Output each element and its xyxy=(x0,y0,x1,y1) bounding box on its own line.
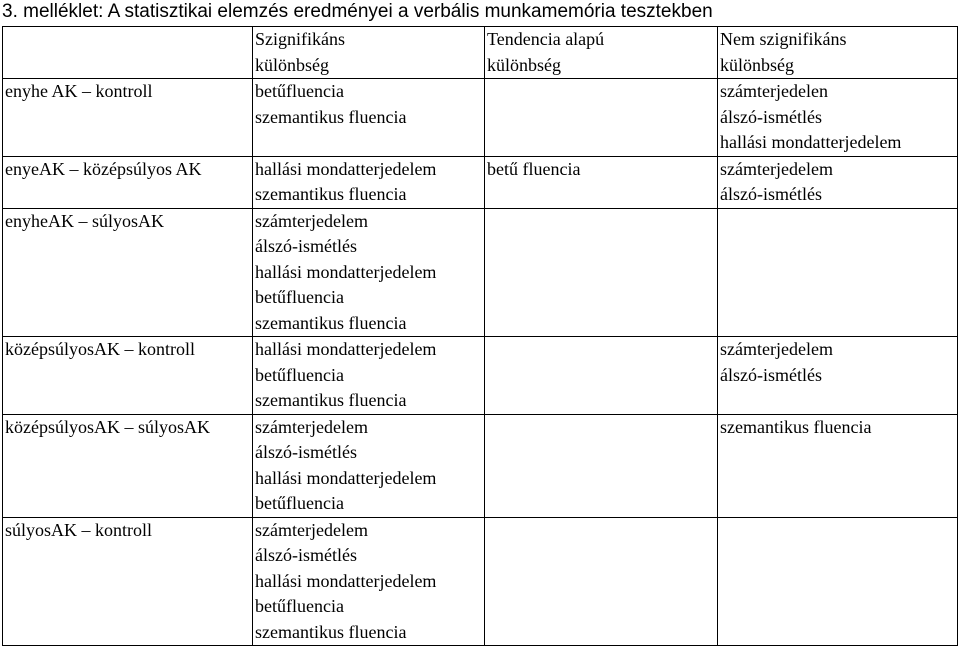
test-name: álszó-ismétlés xyxy=(255,236,357,256)
trend-cell xyxy=(485,208,718,337)
header-line: Tendencia alapú xyxy=(487,29,605,49)
significant-cell xyxy=(253,208,485,337)
header-corner-cell xyxy=(3,27,253,79)
header-line: különbség xyxy=(255,54,329,75)
test-name: hallási mondatterjedelem xyxy=(255,339,437,359)
nonsignificant-cell xyxy=(718,517,958,646)
header-line: különbség xyxy=(720,54,794,75)
comparison-pair-cell xyxy=(3,156,253,208)
header-row xyxy=(3,27,958,79)
nonsignificant-cell xyxy=(718,414,958,517)
test-name: szemantikus fluencia xyxy=(255,390,407,410)
comparison-pair-cell xyxy=(3,79,253,157)
nonsignificant-cell xyxy=(718,337,958,415)
test-name: betűfluencia xyxy=(255,81,344,101)
test-name: betű fluencia xyxy=(487,158,581,179)
test-name: hallási mondatterjedelem xyxy=(255,570,437,591)
test-name: álszó-ismétlés xyxy=(720,106,822,127)
test-name: álszó-ismétlés xyxy=(255,545,357,565)
test-name: hallási mondatterjedelem xyxy=(255,158,437,179)
trend-cell xyxy=(485,337,718,415)
test-name: betűfluencia xyxy=(255,596,344,616)
results-table-body xyxy=(3,27,958,646)
comparison-pair-label: enyhe AK – kontroll xyxy=(5,81,153,101)
comparison-pair-label: súlyosAK – kontroll xyxy=(5,519,153,540)
trend-cell xyxy=(485,414,718,517)
header-significant xyxy=(253,27,485,79)
test-name: betűfluencia xyxy=(255,364,344,385)
test-name: szemantikus fluencia xyxy=(255,621,407,642)
comparison-pair-label: középsúlyosAK – kontroll xyxy=(5,339,195,359)
test-name: álszó-ismétlés xyxy=(720,364,822,385)
significant-cell xyxy=(253,517,485,646)
test-name: szemantikus fluencia xyxy=(255,106,407,127)
comparison-pair-cell xyxy=(3,414,253,517)
nonsignificant-cell xyxy=(718,156,958,208)
test-name: álszó-ismétlés xyxy=(255,442,357,462)
trend-cell xyxy=(485,79,718,157)
test-name: betűfluencia xyxy=(255,287,344,307)
nonsignificant-cell xyxy=(718,208,958,337)
test-name: szemantikus fluencia xyxy=(255,184,407,204)
test-name: hallási mondatterjedelem xyxy=(255,467,437,488)
table-row xyxy=(3,208,958,337)
significant-cell xyxy=(253,414,485,517)
test-name: számterjedelem xyxy=(720,158,833,179)
comparison-pair-label: enyheAK – súlyosAK xyxy=(5,210,164,231)
test-name: számterjedelen xyxy=(720,81,828,101)
test-name: hallási mondatterjedelem xyxy=(255,261,437,282)
test-name: szemantikus fluencia xyxy=(255,312,407,333)
trend-cell xyxy=(485,517,718,646)
header-line: különbség xyxy=(487,54,561,75)
test-name: betűfluencia xyxy=(255,493,344,513)
header-trend xyxy=(485,27,718,79)
significant-cell xyxy=(253,79,485,157)
test-name: számterjedelem xyxy=(720,339,833,359)
comparison-pair-cell xyxy=(3,337,253,415)
significant-cell xyxy=(253,337,485,415)
test-name: álszó-ismétlés xyxy=(720,184,822,204)
trend-cell xyxy=(485,156,718,208)
test-name: számterjedelem xyxy=(255,519,368,540)
document-title: 3. melléklet: A statisztikai elemzés eredményei a verbális munkamemória tesztekben xyxy=(2,1,713,22)
table-row xyxy=(3,156,958,208)
header-nonsignificant xyxy=(718,27,958,79)
table-row xyxy=(3,414,958,517)
comparison-pair-cell xyxy=(3,517,253,646)
comparison-pair-cell xyxy=(3,208,253,337)
test-name: számterjedelem xyxy=(255,416,368,437)
test-name: hallási mondatterjedelem xyxy=(720,132,902,152)
table-row xyxy=(3,517,958,646)
comparison-pair-label: középsúlyosAK – súlyosAK xyxy=(5,416,210,437)
header-line: Nem szignifikáns xyxy=(720,29,847,49)
header-line: Szignifikáns xyxy=(255,29,345,49)
table-row xyxy=(3,79,958,157)
test-name: szemantikus fluencia xyxy=(720,416,872,437)
comparison-pair-label: enyeAK – középsúlyos AK xyxy=(5,158,202,179)
nonsignificant-cell xyxy=(718,79,958,157)
results-table xyxy=(2,26,958,646)
significant-cell xyxy=(253,156,485,208)
table-row xyxy=(3,337,958,415)
test-name: számterjedelem xyxy=(255,210,368,231)
